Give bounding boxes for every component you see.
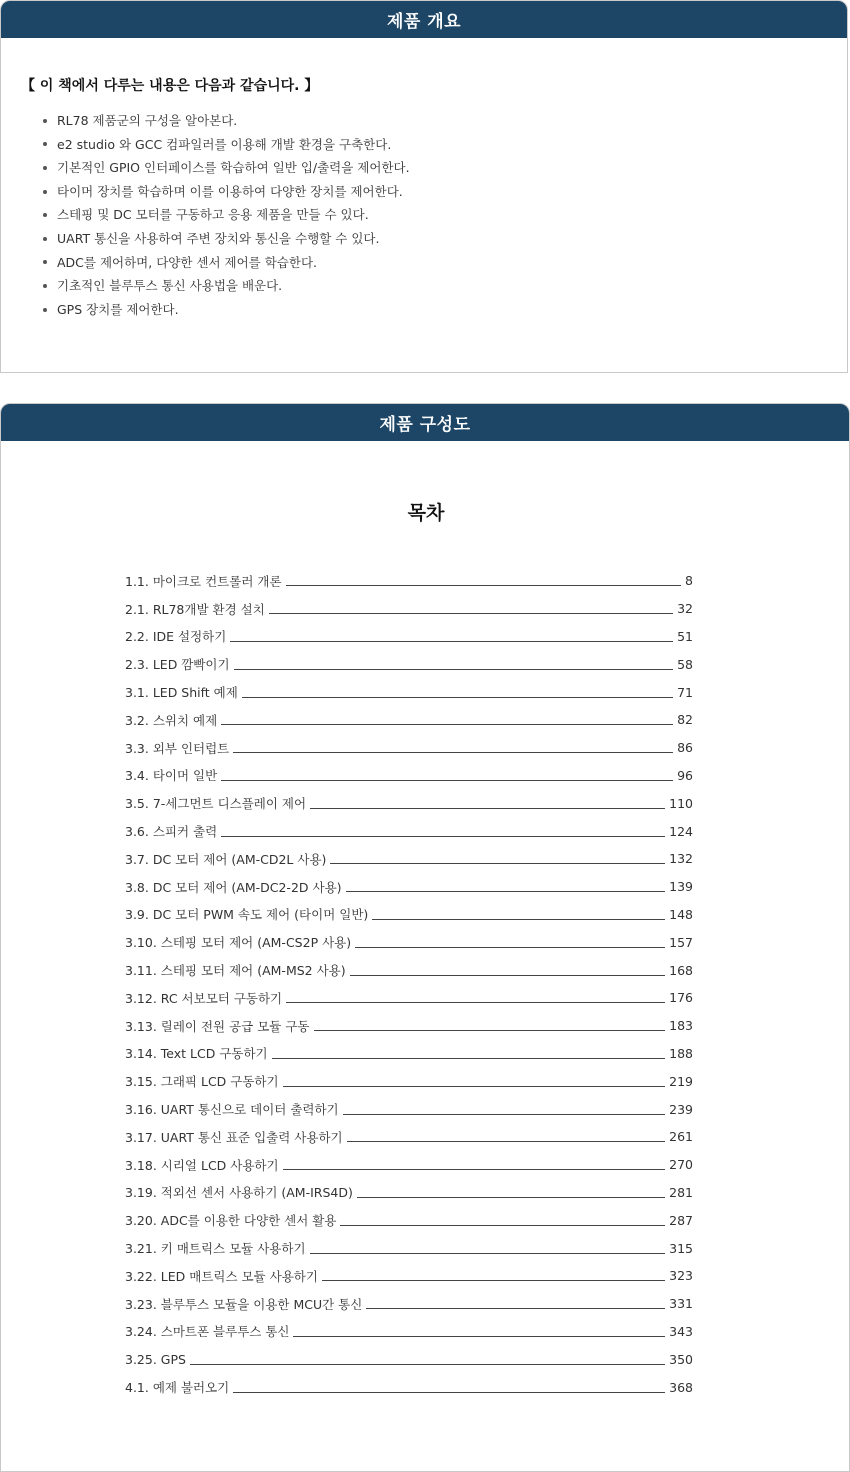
toc-entry-title: 2.1. RL78개발 환경 설치: [125, 601, 265, 617]
toc-entry: [125, 1206, 693, 1234]
toc-entry-title: 3.7. DC 모터 제어 (AM-CD2L 사용): [125, 851, 327, 867]
toc-entry-page: 8: [685, 573, 693, 589]
toc-leader-line: [221, 780, 673, 781]
toc-leader-line: [350, 975, 666, 976]
list-item: [43, 274, 410, 298]
toc-leader-line: [286, 585, 681, 586]
toc-entry-title: 3.1. LED Shift 예제: [125, 685, 238, 701]
toc-entry-title: 3.13. 릴레이 전원 공급 모듈 구동: [125, 1018, 310, 1034]
bullet-dot-icon: [43, 284, 47, 288]
toc-entry: [125, 706, 693, 734]
toc-entry-page: 110: [669, 795, 693, 811]
toc-leader-line: [330, 863, 665, 864]
toc-leader-line: [242, 697, 673, 698]
toc-leader-line: [347, 1141, 666, 1142]
toc-entry: [125, 1123, 693, 1151]
toc-leader-line: [355, 947, 665, 948]
toc-leader-line: [221, 724, 673, 725]
toc-leader-line: [310, 1253, 666, 1254]
list-item-text: UART 통신을 사용하여 주변 장치와 통신을 수행할 수 있다.: [57, 230, 380, 246]
toc-entry-page: 343: [669, 1323, 693, 1339]
list-item: [43, 227, 410, 251]
list-item-text: 기초적인 블루투스 통신 사용법을 배운다.: [57, 278, 283, 294]
toc-title: 목차: [407, 502, 445, 524]
toc-leader-line: [357, 1197, 665, 1198]
toc-entry-page: 239: [669, 1101, 693, 1117]
toc-entry: [125, 1179, 693, 1207]
toc-entry-page: 71: [677, 684, 693, 700]
toc-entry-page: 281: [669, 1184, 693, 1200]
toc-leader-line: [234, 669, 674, 670]
toc-entry-page: 323: [669, 1268, 693, 1284]
overview-bullet-list: [43, 109, 410, 321]
toc-entry-page: 261: [669, 1129, 693, 1145]
toc-entry-title: 3.20. ADC를 이용한 다양한 센서 활용: [125, 1213, 337, 1229]
toc-entry: [125, 789, 693, 817]
toc-entry: [125, 901, 693, 929]
toc-entry: [125, 595, 693, 623]
toc-entry: [125, 623, 693, 651]
toc-entry-page: 96: [677, 767, 693, 783]
toc-entry-title: 3.6. 스피커 출력: [125, 824, 218, 840]
toc-entry-title: 3.2. 스위치 예제: [125, 712, 218, 728]
toc-entry-page: 287: [669, 1212, 693, 1228]
toc-entry-page: 270: [669, 1157, 693, 1173]
list-item-text: 기본적인 GPIO 인터페이스를 학습하여 일반 입/출력을 제어한다.: [57, 160, 410, 176]
bullet-dot-icon: [43, 237, 47, 241]
toc-entry-title: 3.14. Text LCD 구동하기: [125, 1046, 268, 1062]
toc-entry-page: 148: [669, 906, 693, 922]
toc-entry: [125, 928, 693, 956]
bullet-dot-icon: [43, 308, 47, 312]
toc-entry-title: 3.17. UART 통신 표준 입출력 사용하기: [125, 1129, 343, 1145]
toc-leader-line: [310, 808, 665, 809]
toc-entry-title: 3.22. LED 매트릭스 모듈 사용하기: [125, 1268, 318, 1284]
toc-entry-page: 331: [669, 1296, 693, 1312]
list-item-text: 타이머 장치를 학습하며 이를 이용하여 다양한 장치를 제어한다.: [57, 183, 403, 199]
toc-entry-title: 3.21. 키 매트릭스 모듈 사용하기: [125, 1241, 306, 1257]
toc-entry-title: 3.15. 그래픽 LCD 구동하기: [125, 1074, 279, 1090]
toc-leader-line: [293, 1336, 665, 1337]
toc-entry-title: 2.2. IDE 설정하기: [125, 629, 227, 645]
toc-leader-line: [322, 1280, 665, 1281]
structure-panel: [0, 403, 850, 1472]
toc-entry-title: 2.3. LED 깜빡이기: [125, 657, 230, 673]
toc-leader-line: [372, 919, 665, 920]
toc-entry: [125, 762, 693, 790]
toc-entry-page: 58: [677, 656, 693, 672]
toc-entry: [125, 984, 693, 1012]
bullet-dot-icon: [43, 142, 47, 146]
toc-leader-line: [230, 641, 673, 642]
toc-entry: [125, 817, 693, 845]
list-item: [43, 298, 410, 322]
toc-entry-page: 132: [669, 851, 693, 867]
toc-entry-title: 3.5. 7-세그먼트 디스플레이 제어: [125, 796, 307, 812]
toc-entry-title: 3.9. DC 모터 PWM 속도 제어 (타이머 일반): [125, 907, 369, 923]
toc-entry-title: 3.10. 스테핑 모터 제어 (AM-CS2P 사용): [125, 935, 352, 951]
toc-entry-page: 176: [669, 990, 693, 1006]
toc-entry: [125, 1040, 693, 1068]
toc-entry: [125, 1234, 693, 1262]
intro-title: 【 이 책에서 다루는 내용은 다음과 같습니다. 】: [21, 78, 319, 94]
toc-leader-line: [340, 1225, 665, 1226]
list-item: [43, 180, 410, 204]
toc-entry: [125, 567, 693, 595]
toc-entry-page: 51: [677, 628, 693, 644]
table-of-contents: [125, 567, 693, 1401]
toc-leader-line: [233, 1392, 665, 1393]
toc-entry: [125, 1262, 693, 1290]
toc-entry-page: 368: [669, 1379, 693, 1395]
list-item-text: GPS 장치를 제어한다.: [57, 301, 179, 317]
toc-leader-line: [346, 891, 666, 892]
list-item: [43, 109, 410, 133]
toc-leader-line: [190, 1364, 665, 1365]
toc-leader-line: [283, 1169, 666, 1170]
bullet-dot-icon: [43, 213, 47, 217]
list-item-text: 스테핑 및 DC 모터를 구동하고 응용 제품을 만들 수 있다.: [57, 207, 369, 223]
toc-leader-line: [366, 1308, 665, 1309]
toc-leader-line: [314, 1030, 666, 1031]
toc-entry: [125, 1373, 693, 1401]
list-item: [43, 251, 410, 275]
toc-entry-page: 139: [669, 879, 693, 895]
toc-leader-line: [272, 1058, 666, 1059]
toc-entry: [125, 1067, 693, 1095]
list-item-text: RL78 제품군의 구성을 알아본다.: [57, 113, 238, 128]
toc-entry-title: 3.3. 외부 인터럽트: [125, 740, 230, 756]
toc-entry: [125, 650, 693, 678]
toc-entry: [125, 1095, 693, 1123]
toc-entry-page: 32: [677, 601, 693, 617]
toc-entry-page: 219: [669, 1073, 693, 1089]
bullet-dot-icon: [43, 260, 47, 264]
toc-leader-line: [221, 836, 665, 837]
toc-entry: [125, 734, 693, 762]
list-item: [43, 203, 410, 227]
bullet-dot-icon: [43, 190, 47, 194]
toc-entry-title: 3.19. 적외선 센서 사용하기 (AM-IRS4D): [125, 1185, 353, 1201]
list-item-text: ADC를 제어하며, 다양한 센서 제어를 학습한다.: [57, 254, 317, 270]
toc-entry-title: 3.11. 스테핑 모터 제어 (AM-MS2 사용): [125, 963, 346, 979]
toc-entry-page: 315: [669, 1240, 693, 1256]
toc-entry: [125, 1012, 693, 1040]
toc-entry-title: 3.4. 타이머 일반: [125, 768, 218, 784]
toc-entry: [125, 845, 693, 873]
toc-entry: [125, 1151, 693, 1179]
toc-entry-title: 3.18. 시리얼 LCD 사용하기: [125, 1157, 279, 1173]
overview-header: 제품 개요: [1, 1, 847, 38]
toc-leader-line: [233, 752, 673, 753]
toc-entry-title: 3.16. UART 통신으로 데이터 출력하기: [125, 1102, 339, 1118]
toc-entry-page: 350: [669, 1351, 693, 1367]
list-item-text: e2 studio 와 GCC 컴파일러를 이용해 개발 환경을 구축한다.: [57, 136, 392, 152]
bullet-dot-icon: [43, 119, 47, 123]
toc-entry-page: 188: [669, 1045, 693, 1061]
structure-header: 제품 구성도: [1, 404, 849, 441]
toc-entry: [125, 1290, 693, 1318]
toc-entry-title: 3.8. DC 모터 제어 (AM-DC2-2D 사용): [125, 879, 342, 895]
toc-entry: [125, 678, 693, 706]
toc-entry-title: 4.1. 예제 불러오기: [125, 1380, 230, 1395]
list-item: [43, 133, 410, 157]
toc-entry: [125, 1318, 693, 1346]
toc-leader-line: [286, 1002, 665, 1003]
toc-leader-line: [269, 613, 673, 614]
toc-entry: [125, 873, 693, 901]
toc-entry-page: 183: [669, 1018, 693, 1034]
toc-entry-page: 124: [669, 823, 693, 839]
bullet-dot-icon: [43, 166, 47, 170]
toc-leader-line: [283, 1086, 666, 1087]
toc-entry: [125, 1345, 693, 1373]
toc-entry-title: 3.23. 블루투스 모듈을 이용한 MCU간 통신: [125, 1296, 363, 1312]
toc-entry-title: 3.24. 스마트폰 블루투스 통신: [125, 1324, 290, 1340]
toc-entry-title: 3.25. GPS: [125, 1351, 186, 1367]
toc-entry: [125, 956, 693, 984]
toc-entry-page: 82: [677, 712, 693, 728]
list-item: [43, 156, 410, 180]
toc-entry-page: 168: [669, 962, 693, 978]
overview-panel: [0, 0, 848, 373]
toc-entry-page: 157: [669, 934, 693, 950]
toc-entry-title: 1.1. 마이크로 컨트롤러 개론: [125, 573, 282, 589]
toc-entry-page: 86: [677, 740, 693, 756]
toc-leader-line: [343, 1114, 666, 1115]
toc-entry-title: 3.12. RC 서보모터 구동하기: [125, 990, 283, 1006]
